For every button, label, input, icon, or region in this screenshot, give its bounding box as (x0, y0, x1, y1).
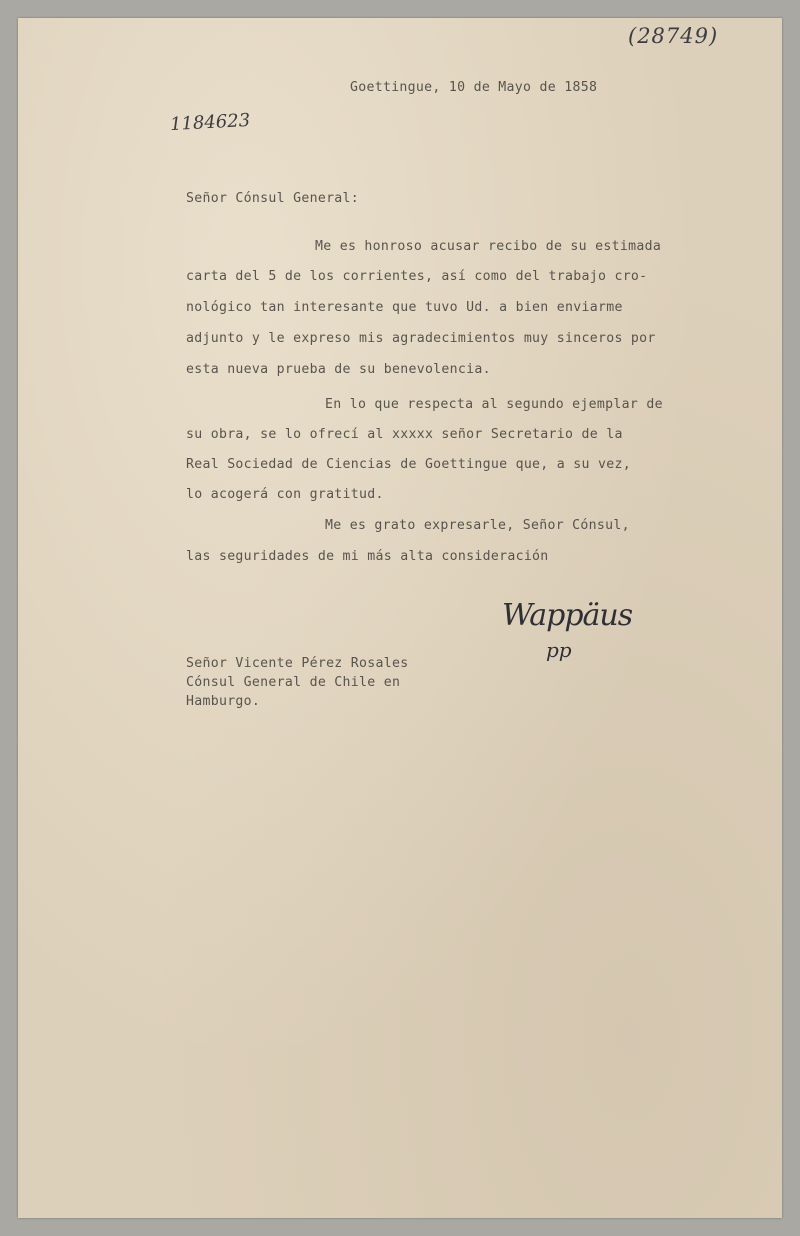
signature-initials: pp (546, 638, 572, 662)
signature (502, 598, 633, 678)
body-line: En lo que respecta al segundo ejemplar de (325, 397, 663, 412)
body-line: carta del 5 de los corrientes, así como del trabajo cro- (186, 269, 648, 284)
signature-name: Wappäus (502, 598, 633, 633)
reference-number: 1184623 (169, 109, 251, 136)
body-line: Me es grato expresarle, Señor Cónsul, (325, 518, 630, 533)
salutation: Señor Cónsul General: (186, 191, 360, 206)
body-line: Me es honroso acusar recibo de su estimada (315, 239, 662, 254)
body-line: Real Sociedad de Ciencias de Goettingue que, a su vez, (186, 457, 631, 472)
body-line: su obra, se lo ofrecí al xxxxx señor Secretario de la (186, 427, 623, 442)
body-line: las seguridades de mi más alta consideración (186, 549, 549, 564)
recipient-line: Señor Vicente Pérez Rosales (186, 656, 409, 671)
archive-number: (28749) (628, 24, 719, 48)
body-line: lo acogerá con gratitud. (186, 487, 384, 502)
body-line: adjunto y le expreso mis agradecimientos muy sinceros por (186, 331, 656, 346)
body-line: nológico tan interesante que tuvo Ud. a bien enviarme (186, 300, 623, 315)
place-date: Goettingue, 10 de Mayo de 1858 (350, 80, 598, 95)
recipient-line: Hamburgo. (186, 694, 261, 709)
body-line: esta nueva prueba de su benevolencia. (186, 362, 491, 377)
recipient-line: Cónsul General de Chile en (186, 675, 401, 690)
letter-page (18, 18, 782, 1218)
